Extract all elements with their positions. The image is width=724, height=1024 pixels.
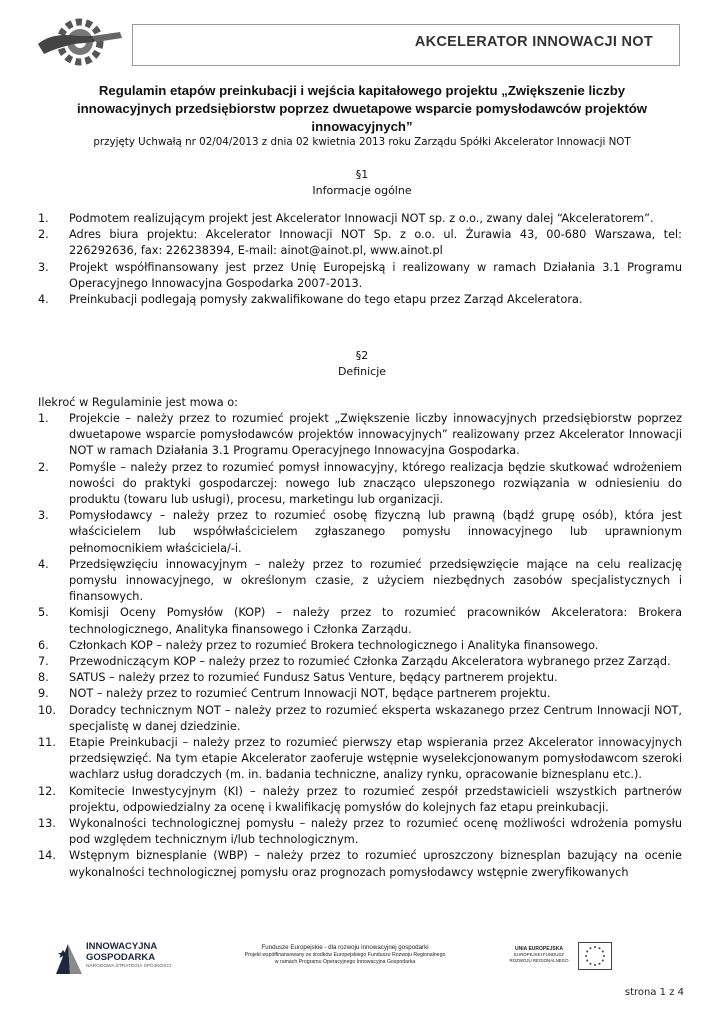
eu-fund-line: EUROPEJSKI FUNDUSZ	[513, 952, 564, 957]
list-item-number: 10.	[38, 703, 56, 717]
footer-funding-line: Fundusze Europejskie - dla rozwoju innowacyjnej gospodarki	[261, 944, 429, 951]
adoption-note: przyjęty Uchwałą nr 02/04/2013 z dnia 02 kwietnia 2013 roku Zarządu Spółki Akcelerator Innowacji NOT	[93, 136, 631, 148]
list-item-text: Wstępnym biznesplanie (WBP) – należy przez to rozumieć uproszczony biznesplan bazujący na ocenie wykonalności technologicznej pomysłu oraz prognozach pomysłodawcy wstępnie zweryfikowanych	[69, 849, 682, 879]
footer-funding-line: Projekt współfinansowany ze środków Europejskiego Funduszu Rozwoju Regionalnego	[244, 952, 446, 958]
section-2-list	[38, 411, 682, 881]
list-item	[38, 460, 682, 509]
list-item	[38, 605, 682, 637]
footer-funding-note	[200, 944, 490, 966]
section-1-mark: §1	[355, 168, 369, 181]
page-number: strona 1 z 4	[624, 987, 684, 998]
section-2-mark: §2	[355, 349, 369, 362]
list-item	[38, 654, 682, 670]
eu-fund-line: ROZWOJU REGIONALNEGO	[509, 957, 569, 963]
document-title	[40, 82, 684, 136]
list-item-number: 1.	[38, 212, 49, 225]
list-item-number: 2.	[38, 228, 49, 242]
footer	[0, 938, 724, 978]
list-item	[38, 557, 682, 606]
list-item-number: 6.	[38, 638, 49, 652]
eu-flag-icon	[578, 942, 612, 970]
list-item-number: 2.	[38, 460, 49, 474]
list-item-text: Podmotem realizującym projekt jest Akcelerator Innowacji NOT sp. z o.o., zwany dalej “Akceleratorem”.	[69, 212, 654, 225]
list-item-number: 14.	[38, 849, 56, 863]
list-item	[38, 638, 682, 654]
list-item	[38, 227, 682, 259]
list-item-text: SATUS – należy przez to rozumieć Fundusz Satus Venture, będący partnerem projektu.	[69, 671, 558, 685]
section-2-intro: Ilekroć w Regulaminie jest mowa o:	[38, 396, 238, 409]
list-item-text: Pomysłodawcy – należy przez to rozumieć osobę fizyczną lub prawną (bądź grupę osób), która jest właścicielem lub współwłaścicielem zgłaszanego pomysłu innowacyjnego lub uprawnionym pełnomocnikiem właściciela/-i.	[69, 509, 682, 555]
list-item-number: 13.	[38, 817, 56, 831]
list-item-number: 11.	[38, 736, 56, 750]
document-title-line: innowacyjnych”	[311, 119, 413, 134]
list-item	[38, 686, 682, 702]
list-item-text: Komisji Oceny Pomysłów (KOP) – należy przez to rozumieć pracowników Akceleratora: Brokera technologicznego, Analityka finansowego i Członka Zarządu.	[69, 606, 682, 636]
section-1-title: Informacje ogólne	[312, 184, 412, 197]
list-item	[38, 292, 682, 308]
document-title-line: innowacyjnych przedsiębiorstw poprzez dwuetapowe wsparcie pomysłodawców projektów	[76, 101, 648, 116]
list-item-text: Wykonalności technologicznej pomysłu – należy przez to rozumieć ocenę możliwości wdrożenia pomysłu pod względem technicznym i/lub technologicznym.	[69, 817, 682, 847]
eu-fund-label	[504, 946, 574, 963]
list-item-number: 1.	[38, 412, 49, 425]
list-item-text: Przewodniczącym KOP – należy przez to rozumieć Członka Zarządu Akceleratora wybranego przez Zarząd.	[69, 655, 671, 669]
innowacyjna-gospodarka-text	[86, 942, 171, 970]
list-item-text: Projekt współfinansowany jest przez Unię Europejską i realizowany w ramach Działania 3.1 Programu Operacyjnego Innowacyjna Gospodarka 2007-2013.	[69, 260, 682, 290]
list-item-text: Preinkubacji podlegają pomysły zakwalifikowane do tego etapu przez Zarząd Akceleratora.	[69, 293, 583, 307]
footer-logo-line: GOSPODARKA	[86, 951, 156, 963]
list-item	[38, 211, 682, 227]
header-title: AKCELERATOR INNOWACJI NOT	[414, 34, 653, 50]
list-item-text: Komitecie Inwestycyjnym (KI) – należy przez to rozumieć zespół przedstawicieli wszystkich partnerów projektu, odpowiedzialny za ocenę i kwalifikację pomysłów do kolejnych faz etapu preinkubacji.	[69, 784, 682, 814]
list-item	[38, 784, 682, 816]
footer-funding-line: w ramach Programu Operacyjnego Innowacyjna Gospodarka	[274, 959, 416, 965]
list-item-number: 4.	[38, 293, 49, 307]
list-item	[38, 735, 682, 784]
list-item-text: Członkach KOP – należy przez to rozumieć Brokera technologicznego i Analityka finansowego.	[69, 638, 599, 652]
list-item-number: 12.	[38, 784, 56, 798]
list-item-text: Etapie Preinkubacji – należy przez to rozumieć pierwszy etap wspierania przez Akcelerator innowacyjnych przedsięwzięć. Na tym etapie Akcelerator zaoferuje wstępnie wyselekcjonowanym pomysłodawcom szeroki wachlarz usług doradczych (m. in. badania techniczne, analizy rynku, opracowanie biznesplanu etc.).	[69, 736, 682, 782]
footer-logo-subline: NARODOWA STRATEGIA SPÓJNOŚCI	[86, 964, 172, 969]
list-item-number: 7.	[38, 655, 49, 669]
header-banner	[132, 24, 680, 66]
list-item	[38, 703, 682, 735]
section-1-list	[38, 211, 682, 308]
list-item-number: 5.	[38, 606, 49, 620]
document-title-line: Regulamin etapów preinkubacji i wejścia kapitałowego projektu „Zwiększenie liczby	[98, 83, 626, 98]
eu-fund-line: UNIA EUROPEJSKA	[515, 946, 563, 952]
list-item	[38, 848, 682, 880]
list-item	[38, 670, 682, 686]
list-item-number: 3.	[38, 509, 49, 523]
gear-hand-logo-icon	[34, 14, 130, 70]
list-item	[38, 508, 682, 557]
list-item-text: Adres biura projektu: Akcelerator Innowacji NOT Sp. z o.o. ul. Żurawia 43, 00-680 Warszawa, tel: 226292636, fax: 226238394, E-mail: ainot@ainot.pl, www.ainot.pl	[69, 228, 682, 258]
list-item-number: 8.	[38, 671, 49, 685]
list-item	[38, 816, 682, 848]
footer-logo-line: INNOWACYJNA	[86, 941, 158, 952]
list-item-text: Projekcie – należy przez to rozumieć projekt „Zwiększenie liczby innowacyjnych przedsiębiorstw poprzez dwuetapowe wsparcie pomysłodawców projektów innowacyjnych” realizowany przez Akcelerator Innowacji NOT w ramach Działania 3.1 Programu Operacyjnego Innowacyjna Gospodarka.	[69, 412, 682, 458]
list-item-text: NOT – należy przez to rozumieć Centrum Innowacji NOT, będące partnerem projektu.	[69, 687, 551, 701]
list-item-number: 3.	[38, 260, 49, 274]
list-item-text: Przedsięwzięciu innowacyjnym – należy przez to rozumieć przedsięwzięcie mające na celu realizację pomysłu innowacyjnego, w określonym czasie, z użyciem niezbędnych zasobów specjalistycznych i finansowych.	[69, 557, 682, 604]
list-item-text: Pomyśle – należy przez to rozumieć pomysł innowacyjny, którego realizacja będzie skutkować wdrożeniem nowości do praktyki gospodarczej: nowego lub znacząco ulepszonego rozwiązania w odniesieniu do produktu (towaru lub usługi), procesu, marketingu lub organizacji.	[69, 460, 682, 507]
list-item-text: Doradcy technicznym NOT – należy przez to rozumieć eksperta wskazanego przez Centrum Innowacji NOT, specjalistę w danej dziedzinie.	[69, 703, 682, 733]
innowacyjna-gospodarka-logo-icon	[54, 940, 84, 976]
list-item-number: 9.	[38, 687, 49, 701]
list-item-number: 4.	[38, 557, 49, 571]
list-item	[38, 411, 682, 460]
section-2-title: Definicje	[337, 365, 387, 378]
list-item	[38, 260, 682, 292]
